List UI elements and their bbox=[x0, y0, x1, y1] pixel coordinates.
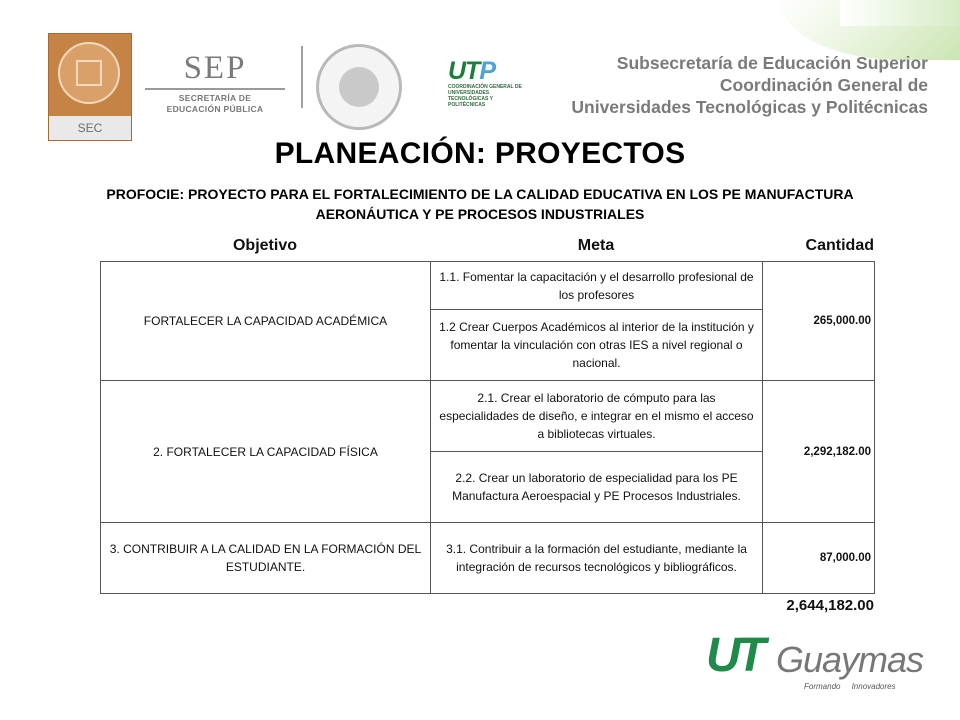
ut-guaymas-logo-tagline: Formando Innovadores bbox=[804, 682, 896, 691]
subsecretaria-heading bbox=[568, 52, 928, 118]
column-header-meta: Meta bbox=[577, 237, 615, 254]
meta-cell: 2.2. Crear un laboratorio de especialidad para los PE Manufactura Aeroespacial y PE Procesos Industriales. bbox=[431, 452, 763, 523]
meta-cell: 2.1. Crear el laboratorio de cómputo para las especialidades de diseño, e integrar en el mismo el acceso a bibliotecas virtuales. bbox=[431, 381, 763, 452]
objetivo-cell: 2. FORTALECER LA CAPACIDAD FÍSICA bbox=[101, 381, 431, 523]
meta-cell: 1.2 Crear Cuerpos Académicos al interior de la institución y fomentar la vinculación con otras IES a nivel regional o nacional. bbox=[431, 310, 763, 381]
planning-table bbox=[100, 261, 875, 594]
sep-logo-rule bbox=[145, 88, 285, 90]
meta-cell: 3.1. Contribuir a la formación del estudiante, mediante la integración de recursos tecnológicos y bibliográficos. bbox=[431, 523, 763, 594]
subsec-line3: Universidades Tecnológicas y Politécnicas bbox=[571, 97, 928, 117]
grand-total: 2,644,182.00 bbox=[786, 597, 874, 614]
sep-logo-text: SEP bbox=[183, 50, 247, 86]
table-row bbox=[101, 381, 875, 452]
ut-guaymas-logo-name: Guaymas bbox=[776, 639, 924, 680]
table-row bbox=[101, 523, 875, 594]
column-header-cantidad: Cantidad bbox=[805, 237, 874, 254]
sec-seal-icon bbox=[58, 42, 120, 104]
sec-logo bbox=[48, 33, 132, 141]
utp-logo-mark bbox=[448, 58, 528, 84]
meta-cell: 1.1. Fomentar la capacitación y el desarrollo profesional de los profesores bbox=[431, 262, 763, 310]
subsec-line2: Coordinación General de bbox=[719, 75, 928, 95]
utp-mark-ut: UT bbox=[448, 57, 480, 85]
ut-guaymas-logo bbox=[706, 630, 956, 710]
page-subtitle: PROFOCIE: PROYECTO PARA EL FORTALECIMIENTO DE LA CALIDAD EDUCATIVA EN LOS PE MANUFACTURA AERONÁUTICA Y PE PROCESOS INDUSTRIALES bbox=[106, 186, 854, 222]
objetivo-cell: FORTALECER LA CAPACIDAD ACADÉMICA bbox=[101, 262, 431, 381]
cantidad-cell: 2,292,182.00 bbox=[763, 381, 875, 523]
column-header-objetivo: Objetivo bbox=[232, 237, 297, 254]
sec-logo-label: SEC bbox=[49, 116, 131, 140]
cantidad-cell: 265,000.00 bbox=[763, 262, 875, 381]
utp-mark-p: P bbox=[479, 57, 496, 85]
cantidad-cell: 87,000.00 bbox=[763, 523, 875, 594]
ut-guaymas-logo-ut: UT bbox=[706, 629, 762, 682]
subsec-line1: Subsecretaría de Educación Superior bbox=[616, 53, 928, 73]
sep-logo-line2: EDUCACIÓN PÚBLICA bbox=[166, 104, 264, 114]
sep-logo-line1: SECRETARÍA DE bbox=[178, 93, 252, 103]
mexican-eagle-seal-icon bbox=[316, 44, 402, 130]
table-row bbox=[101, 262, 875, 310]
utp-logo bbox=[448, 57, 528, 108]
objetivo-cell: 3. CONTRIBUIR A LA CALIDAD EN LA FORMACIÓN DEL ESTUDIANTE. bbox=[101, 523, 431, 594]
sep-logo bbox=[145, 50, 285, 120]
page-title: PLANEACIÓN: PROYECTOS bbox=[274, 137, 686, 170]
utp-logo-subtext: COORDINACIÓN GENERAL DE UNIVERSIDADES TECNOLÓGICAS Y POLITÉCNICAS bbox=[448, 84, 522, 108]
header-divider bbox=[301, 46, 303, 108]
corner-decoration-top bbox=[840, 0, 960, 26]
